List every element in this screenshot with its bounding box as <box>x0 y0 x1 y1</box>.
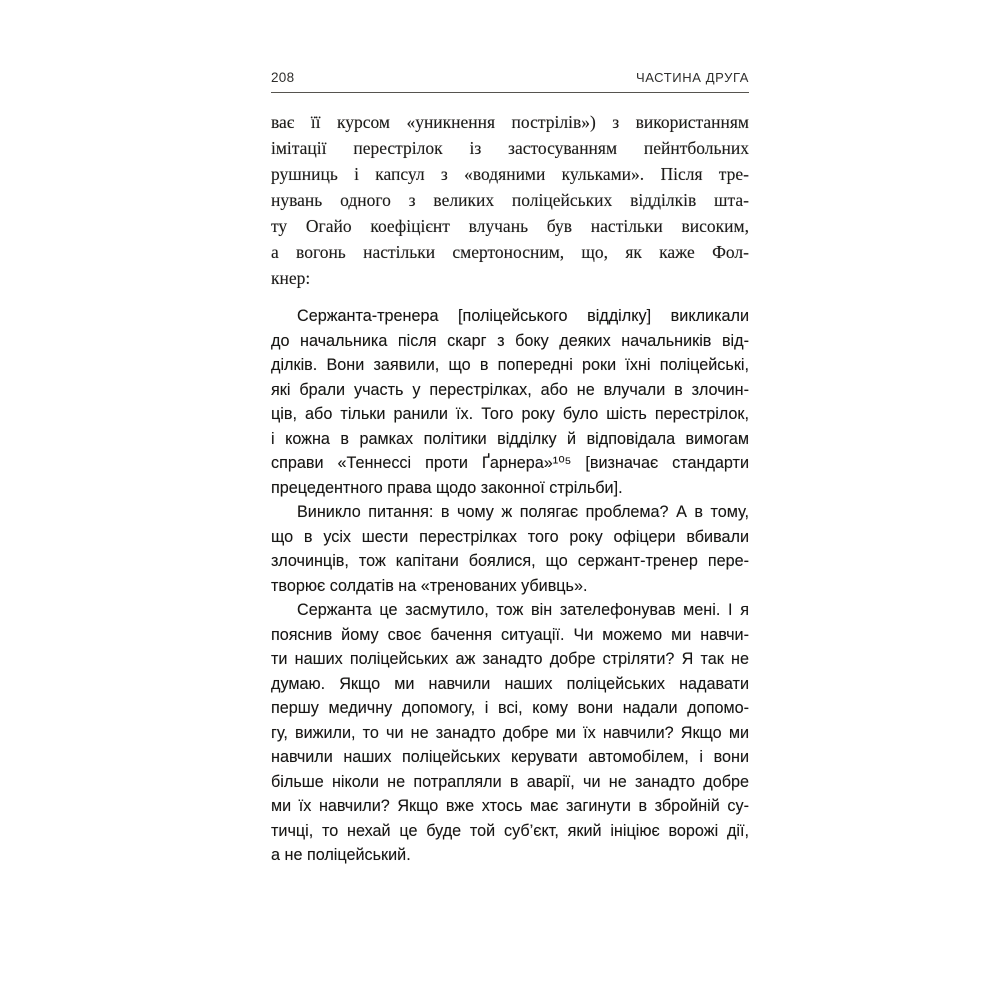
header-rule <box>271 92 749 93</box>
text-line: думаю. Якщо ми навчили наших поліцейських надавати <box>271 674 749 693</box>
section-title: ЧАСТИНА ДРУГА <box>635 70 749 85</box>
text-line: Сержанта-тренера [поліцейського відділку] викликали <box>297 307 749 325</box>
text-line: навчили наших поліцейських керувати автомобілем, і вони <box>271 748 749 766</box>
text-line: ту Огайо коефіцієнт влучань був настільки високим, <box>271 216 749 236</box>
text-line: ває її курсом «уникнення пострілів») з використанням <box>271 112 749 132</box>
text-line: ти наших поліцейських аж занадто добре стріляти? Я так не <box>271 650 749 668</box>
text-line: до начальника після скарг з боку деяких начальників від- <box>271 331 749 350</box>
text-line: рушниць і капсул з «водяними кульками». Після тре- <box>271 164 749 184</box>
text-line: ділків. Вони заявили, що в попередні роки їхні поліцейські, <box>271 356 749 374</box>
text-line: більше ніколи не потрапляли в аварії, чи не занадто добре <box>271 772 749 791</box>
page-number: 208 <box>271 70 295 85</box>
text-line: а вогонь настільки смертоносним, що, як каже Фол- <box>271 242 749 262</box>
body-paragraph <box>271 109 749 291</box>
text-line: злочинців, тож капітани боялися, що сержант-тренер пере- <box>271 552 749 570</box>
text-block <box>271 109 749 868</box>
text-line: які брали участь у перестрілках, або не влучали в злочин- <box>271 380 749 399</box>
text-line: Сержанта це засмутило, тож він зателефонував мені. І я <box>297 601 749 619</box>
text-line: пояснив йому своє бачення ситуації. Чи можемо ми навчи- <box>271 625 749 644</box>
text-line: імітації перестрілок із застосуванням пейнтбольних <box>271 138 749 158</box>
text-line: Виникло питання: в чому ж полягає проблема? А в тому, <box>297 503 749 521</box>
quote-paragraph <box>271 304 749 500</box>
text-line: що в усіх шести перестрілках того року офіцери вбивали <box>271 527 749 546</box>
text-line: справи «Теннессі проти Ґарнера»¹⁰⁵ [визначає стандарти <box>271 454 749 472</box>
text-line: ми їх навчили? Якщо вже хтось має загинути в збройній су- <box>271 797 749 815</box>
text-line: тичці, то нехай це буде той суб’єкт, який ініціює ворожі дії, <box>271 821 749 840</box>
quote-paragraph <box>271 598 749 868</box>
quote-paragraph <box>271 500 749 598</box>
text-line: ців, або тільки ранили їх. Того року було шість перестрілок, <box>271 405 749 423</box>
text-line: гу, вижили, то чи не занадто добре ми їх навчили? Якщо ми <box>271 723 749 742</box>
text-line: а не поліцейський. <box>271 846 411 864</box>
text-line: першу медичну допомогу, і всі, кому вони надали допомо- <box>271 699 749 717</box>
text-line: прецедентного права щодо законної стрільби]. <box>271 478 623 497</box>
text-line: творює солдатів на «тренованих убивць». <box>271 576 588 595</box>
text-line: нувань одного з великих поліцейських відділків шта- <box>271 190 749 210</box>
running-header <box>271 70 749 85</box>
text-line: кнер: <box>271 268 311 288</box>
text-line: і кожна в рамках політики відділку й відповідала вимогам <box>271 429 749 448</box>
